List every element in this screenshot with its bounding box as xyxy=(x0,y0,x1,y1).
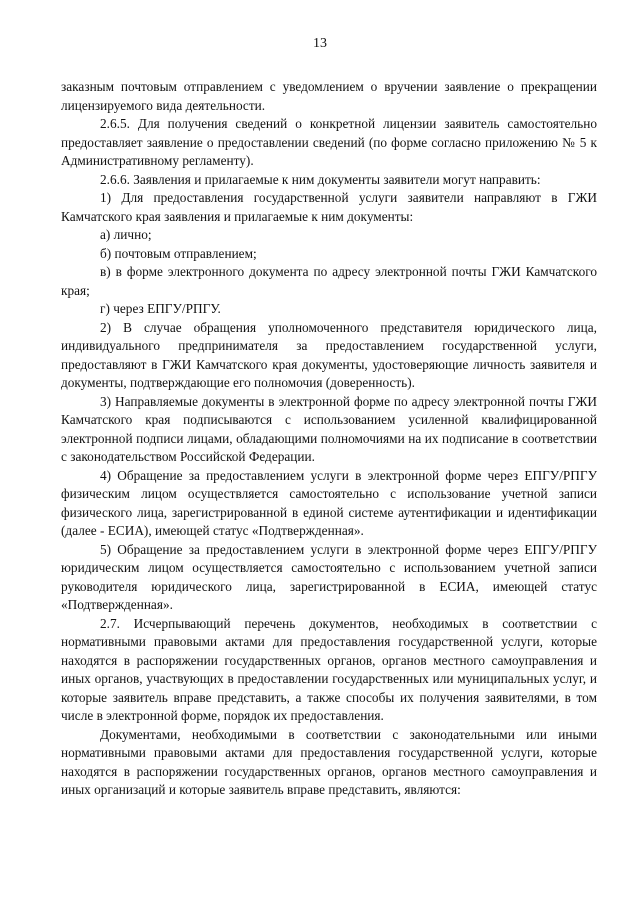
list-item-b: б) почтовым отправлением; xyxy=(100,245,257,261)
document-body xyxy=(61,78,597,800)
list-item-3: 3) Направляемые документы в электронной форме по адресу электронной почты ГЖИ Камчатского края подписываются с использованием усиленной квалифицированной электронной подписи лицами, обладающими полномочиями на их подписание в соответствии с законодательством Российской Федерации. xyxy=(61,393,597,464)
paragraph-documents: Документами, необходимыми в соответствии с законодательными или иными нормативными правовыми актами для предоставления государственной услуги, которые находятся в распоряжении государственных органов, органов местного самоуправления и иных организаций и которые заявитель вправе представить, являются: xyxy=(61,726,597,797)
paragraph-2-6-5: 2.6.5. Для получения сведений о конкретной лицензии заявитель самостоятельно предоставляет заявление о предоставлении сведений (по форме согласно приложению № 5 к Административному регламенту). xyxy=(61,116,597,168)
list-item-v: в) в форме электронного документа по адресу электронной почты ГЖИ Камчатского края; xyxy=(61,264,597,298)
list-item-4: 4) Обращение за предоставлением услуги в электронной форме через ЕПГУ/РПГУ физическим лицом осуществляется самостоятельно с использование учетной записи физического лица, зарегистрированной в единой системе аутентификации и идентификации (далее - ЕСИА), имеющей статус «Подтвержденная». xyxy=(61,467,597,538)
list-item-a: а) лично; xyxy=(100,227,152,242)
paragraph-2-6-6: 2.6.6. Заявления и прилагаемые к ним документы заявители могут направить: xyxy=(100,171,541,187)
paragraph-2-7: 2.7. Исчерпывающий перечень документов, необходимых в соответствии с нормативными правовыми актами для предоставления государственной услуги, которые находятся в распоряжении государственных органов, органов местного самоуправления и иных органов, участвующих в предоставлении государственных или муниципальных услуг, и которые заявитель вправе представить, а также способы их получения заявителями, в том числе в электронной форме, порядок их предоставления. xyxy=(61,615,597,723)
list-item-5: 5) Обращение за предоставлением услуги в электронной форме через ЕПГУ/РПГУ юридическим лицом осуществляется самостоятельно с использованием учетной записи руководителя юридического лица, зарегистрированной в ЕСИА, имеющей статус «Подтвержденная». xyxy=(61,541,597,612)
list-item-1: 1) Для предоставления государственной услуги заявители направляют в ГЖИ Камчатского края заявления и прилагаемые к ним документы: xyxy=(61,190,597,224)
list-item-g: г) через ЕПГУ/РПГУ. xyxy=(100,301,221,316)
list-item-2: 2) В случае обращения уполномоченного представителя юридического лица, индивидуального предпринимателя за предоставлением государственной услуги, предоставляют в ГЖИ Камчатского края документы, удостоверяющие личность заявителя и документы, подтверждающие его полномочия (доверенность). xyxy=(61,319,597,390)
paragraph-continuation: заказным почтовым отправлением с уведомлением о вручении заявление о прекращении лицензируемого вида деятельности. xyxy=(61,79,597,113)
page-number: 13 xyxy=(313,36,327,51)
